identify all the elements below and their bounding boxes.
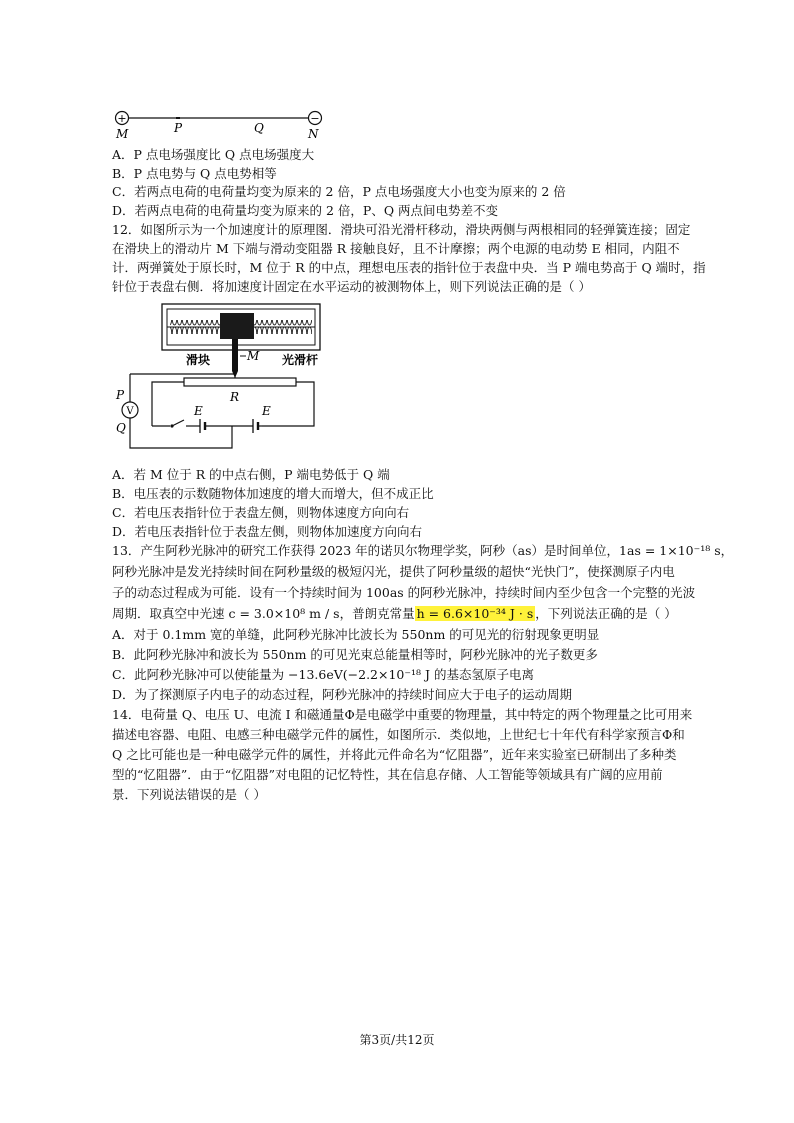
q13-option-b: B．此阿秒光脉冲和波长为 550nm 的可见光束总能量相等时，阿秒光脉冲的光子数更多 xyxy=(112,647,598,662)
slider-label: 滑块 xyxy=(186,353,211,367)
label-Q: Q xyxy=(116,421,126,435)
voltmeter-V: V xyxy=(126,406,134,417)
q12-stem-line: 在滑块上的滑动片 M 下端与滑动变阻器 R 接触良好，且不计摩擦；两个电源的电动势 E 相同，内阻不 xyxy=(112,241,680,256)
label-M: M xyxy=(247,349,260,363)
q11-option-a: A．P 点电场强度比 Q 点电场强度大 xyxy=(112,147,315,162)
q13-line4-post: ，下列说法正确的是（ ） xyxy=(535,606,677,621)
label-E1: E xyxy=(194,404,203,418)
q12-stem-line: 12．如图所示为一个加速度计的原理图．滑块可沿光滑杆移动，滑块两侧与两根相同的轻弹簧连接；固定 xyxy=(112,222,691,237)
slider-pointer xyxy=(232,339,238,371)
q11-option-b: B．P 点电势与 Q 点电势相等 xyxy=(112,166,277,181)
planck-constant-highlight: h = 6.6×10⁻³⁴ J · s xyxy=(416,606,534,621)
label-N: N xyxy=(308,127,319,141)
q13-option-d: D．为了探测原子内电子的动态过程，阿秒光脉冲的持续时间应大于电子的运动周期 xyxy=(112,687,573,702)
rheostat-R xyxy=(184,378,296,386)
label-Q: Q xyxy=(254,121,264,135)
label-P: P xyxy=(174,121,183,135)
q14-stem-line: 景．下列说法错误的是（ ） xyxy=(112,787,266,802)
accelerometer-figure xyxy=(112,298,332,460)
rod-label: 光滑杆 xyxy=(282,353,319,367)
q13-stem-line: 13．产生阿秒光脉冲的研究工作获得 2023 年的诺贝尔物理学奖，阿秒（as）是时间单位，1as = 1×10⁻¹⁸ s， xyxy=(112,543,734,558)
charge-line-figure xyxy=(112,106,332,142)
q14-stem-line: 描述电容器、电阻、电感三种电磁学元件的属性，如图所示．类似地，上世纪七十年代有科学家预言Φ和 xyxy=(112,727,685,742)
q12-option-d: D．若电压表指针位于表盘左侧，则物体加速度方向向右 xyxy=(112,524,423,539)
slider-block xyxy=(220,313,254,339)
q13-option-a: A．对于 0.1mm 宽的单缝，此阿秒光脉冲比波长为 550nm 的可见光的衍射现象更明显 xyxy=(112,627,600,642)
q13-stem-line xyxy=(112,605,692,623)
right-spring xyxy=(254,320,312,334)
q13-stem-line: 子的动态过程成为可能．设有一个持续时间为 100as 的阿秒光脉冲，持续时间内至少包含一个完整的光波 xyxy=(112,585,696,600)
q14-stem-line: 14．电荷量 Q、电压 U、电流 I 和磁通量Φ是电磁学中重要的物理量，其中特定的两个物理量之比可用来 xyxy=(112,707,693,722)
q11-option-c: C．若两点电荷的电荷量均变为原来的 2 倍，P 点电场强度大小也变为原来的 2 倍 xyxy=(112,184,566,199)
q11-option-d: D．若两点电荷的电荷量均变为原来的 2 倍，P、Q 两点间电势差不变 xyxy=(112,203,499,218)
q14-stem-line: 型的“忆阻器”．由于“忆阻器”对电阻的记忆特性，其在信息存储、人工智能等领域具有广阔的应用前 xyxy=(112,767,663,782)
q12-option-c: C．若电压表指针位于表盘左侧，则物体速度方向向右 xyxy=(112,505,410,520)
page-number: 第3页/共12页 xyxy=(359,1033,435,1047)
label-P: P xyxy=(116,388,125,402)
q12-option-b: B．电压表的示数随物体加速度的增大而增大，但不成正比 xyxy=(112,486,434,501)
q12-stem-line: 针位于表盘右侧．将加速度计固定在水平运动的被测物体上，则下列说法正确的是（ ） xyxy=(112,279,591,294)
q13-option-c: C．此阿秒光脉冲可以使能量为 −13.6eV(−2.2×10⁻¹⁸ J 的基态氢原子电离 xyxy=(112,667,534,682)
label-R: R xyxy=(230,390,240,404)
q12-stem-line: 计．两弹簧处于原长时，M 位于 R 的中点，理想电压表的指针位于表盘中央．当 P 端电势高于 Q 端时，指 xyxy=(112,260,706,275)
label-M: M xyxy=(116,127,129,141)
q13-stem-line: 阿秒光脉冲是发光持续时间在阿秒量级的极短闪光，提供了阿秒量级的超快“光快门”，使探测原子内电 xyxy=(112,564,675,579)
q14-stem-line: Q 之比可能也是一种电磁学元件的属性，并将此元件命名为“忆阻器”，近年来实验室已研制出了多种类 xyxy=(112,747,677,762)
label-E2: E xyxy=(262,404,271,418)
q13-line4-pre: 周期．取真空中光速 c = 3.0×10⁸ m / s，普朗克常量 xyxy=(112,606,415,621)
minus-sign: − xyxy=(310,112,320,125)
q12-option-a: A．若 M 位于 R 的中点右侧，P 端电势低于 Q 端 xyxy=(112,467,390,482)
plus-sign: + xyxy=(117,112,127,125)
left-spring xyxy=(170,320,220,334)
